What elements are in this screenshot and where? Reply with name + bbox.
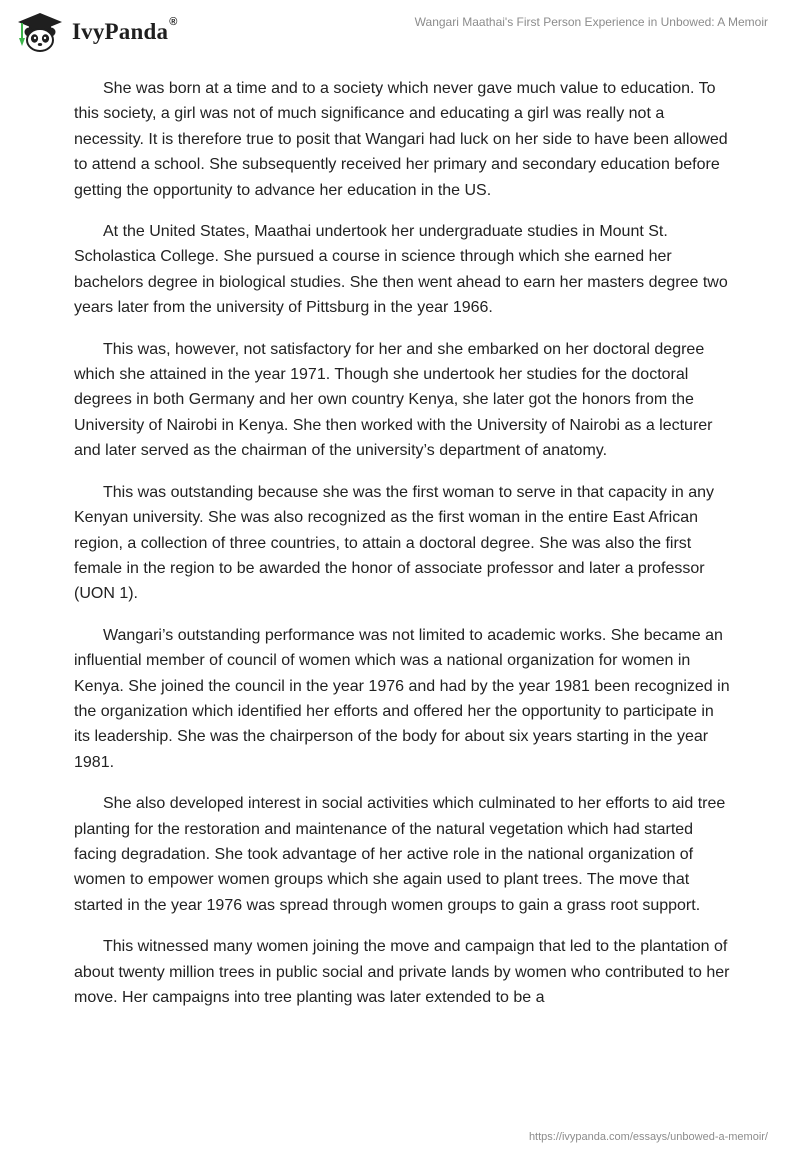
- source-url-link[interactable]: https://ivypanda.com/essays/unbowed-a-memoir/: [528, 1131, 768, 1143]
- page-header: [0, 0, 800, 60]
- document-title: Wangari Maathai's First Person Experience in Unbowed: A Memoir: [414, 15, 768, 29]
- paragraph-3: This was, however, not satisfactory for her and she embarked on her doctoral degree which she attained in the year 1971. Though she undertook her studies for the doctoral degrees in both Germany and her own country Kenya, she later got the honors from the University of Nairobi in Kenya. She then worked with the University of Nairobi as a lecturer and later served as the chairman of the university’s department of anatomy.: [74, 340, 713, 460]
- paragraph-4: This was outstanding because she was the first woman to serve in that capacity in any Kenyan university. She was also recognized as the first woman in the entire East African region, a collection of three countries, to attain a doctoral degree. She was also the first female in the region to be awarded the honor of associate professor and later a professor (UON 1).: [74, 483, 714, 603]
- panda-graduation-cap-icon: [14, 10, 66, 54]
- paragraph-1: She was born at a time and to a society which never gave much value to education. To this society, a girl was not of much significance and educating a girl was really not a necessity. It is therefore true to posit that Wangari had luck on her side to have been allowed to attend a school. She subsequently received her primary and secondary education before getting the opportunity to advance her education in the US.: [74, 80, 728, 199]
- paragraph-6: She also developed interest in social activities which culminated to her efforts to aid tree planting for the restoration and maintenance of the natural vegetation which had started facing degradation. She took advantage of her active role in the national organization of women to empower women groups which she again used to plant trees. The move that started in the year 1976 was spread through women groups to gain a grass root support.: [74, 795, 726, 914]
- brand-name: IvyPanda®: [72, 16, 178, 44]
- paragraph-2: At the United States, Maathai undertook her undergraduate studies in Mount St. Scholastica College. She pursued a course in science through which she earned her bachelors degree in biological studies. She then went ahead to earn her masters degree two years later from the university of Pittsburg in the year 1966.: [74, 223, 728, 317]
- paragraph-7: This witnessed many women joining the move and campaign that led to the plantation of about twenty million trees in public social and private lands by women who contributed to her move. Her campaigns into tree planting was later extended to be a: [74, 938, 730, 1006]
- paragraph-5: Wangari’s outstanding performance was not limited to academic works. She became an influential member of council of women which was a national organization for women in Kenya. She joined the council in the year 1976 and had by the year 1981 been recognized in the organization which identified her efforts and offered her the opportunity to participate in its leadership. She was the chairperson of the body for about six years starting in the year 1981.: [74, 626, 730, 771]
- ivypanda-logo[interactable]: [14, 10, 178, 54]
- registered-mark: ®: [169, 16, 178, 28]
- essay-body: [74, 76, 734, 1026]
